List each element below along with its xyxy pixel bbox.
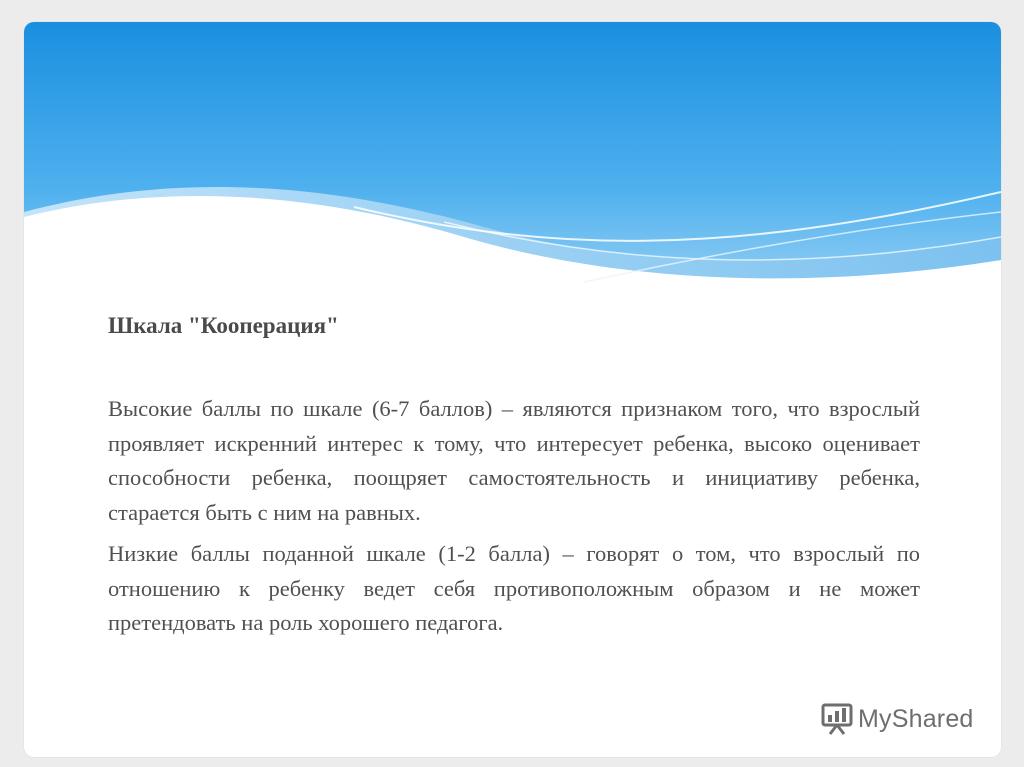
header-wave-graphic	[24, 22, 1001, 322]
watermark	[820, 702, 974, 736]
slide	[24, 22, 1001, 757]
paragraph-high-scores: Высокие баллы по шкале (6-7 баллов) – являются признаком того, что взрослый проявляет искренний интерес к тому, что интересует ребенка, высоко оценивает способности ребенка, поощряет самостоятельность и инициативу ребенка, старается быть с ним на равных.	[108, 396, 920, 525]
presentation-board-icon	[820, 703, 854, 735]
paragraph-low-scores: Низкие баллы поданной шкале (1-2 балла) – говорят о том, что взрослый по отношению к ребенку ведет себя противоположным образом и не может претендовать на роль хорошего педагога.	[108, 541, 920, 635]
slide-title: Шкала "Кооперация"	[108, 313, 339, 338]
slide-body	[108, 392, 920, 648]
watermark-text: MyShared	[858, 704, 974, 733]
